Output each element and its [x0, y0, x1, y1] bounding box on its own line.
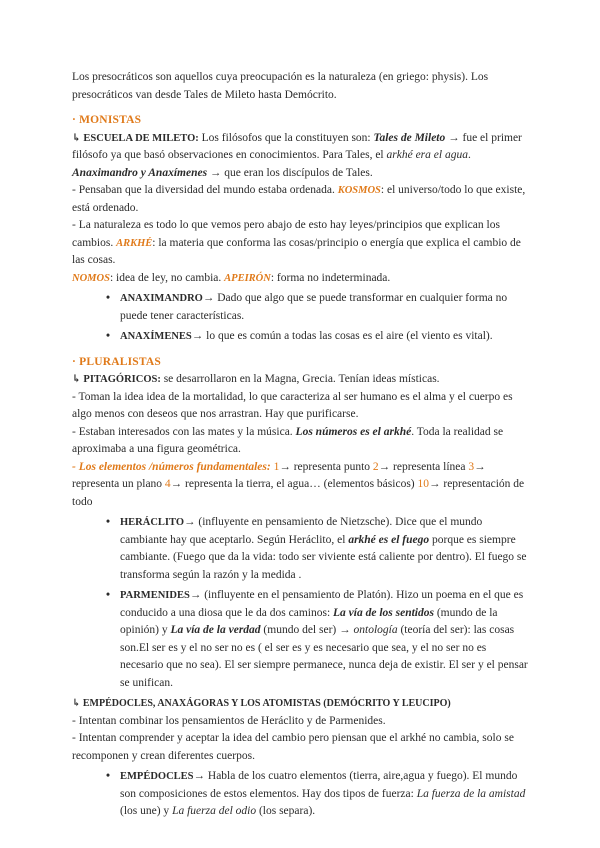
pitagoricos-label: ↳ PITAGÓRICOS:	[72, 374, 161, 385]
via-verdad-term: La vía de la verdad	[170, 624, 261, 636]
ontologia-term: ontología	[353, 624, 398, 636]
text: → Habla de los cuatro elementos (tierra, aire,agua y fuego). El mundo son composiciones de estos elementos. Hay dos tipos de fuerza:	[120, 770, 518, 800]
text: → fue el primer filósofo ya que basó observaciones en conocimientos. Para Tales, el	[72, 131, 522, 161]
text: → que eran los discípulos de Tales.	[207, 166, 373, 179]
text: → lo que es común a todas las cosas es el aire (el viento es vital).	[191, 330, 493, 342]
text: → (influyente en el pensamiento de Platón). Hizo un poema en el que es conducido a una diosa que le da dos caminos:	[120, 589, 524, 619]
text: - Pensaban que la diversidad del mundo estaba ordenada.	[72, 184, 338, 196]
empedocles-heading: ↳ EMPÉDOCLES, ANAXÁGORAS Y LOS ATOMISTAS (DEMÓCRITO Y LEUCIPO)	[72, 698, 451, 709]
text: - La naturaleza es todo lo que vemos pero abajo de esto hay leyes/principios que explican los cambios.	[72, 219, 500, 249]
text: : la materia que conforma las cosas/principio o energía que explica el cambio de las cosas.	[72, 236, 521, 266]
intro-paragraph: Los presocráticos son aquellos cuya preocupación es la naturaleza (en griego: physis). Los presocráticos van desde Tales de Mileto hasta Demócrito.	[72, 71, 489, 101]
escuela-mileto-paragraph	[72, 130, 532, 183]
number-2: 2	[372, 460, 379, 473]
list-item	[108, 587, 532, 692]
cosmos-line	[72, 182, 532, 217]
heraclito-name: HERÁCLITO	[120, 517, 184, 528]
text: → representa línea	[378, 460, 469, 473]
anaximandro-name: ANAXIMANDRO	[120, 293, 203, 304]
text: : forma no indeterminada.	[270, 271, 391, 284]
apeiron-term: APEIRÓN	[224, 272, 271, 284]
number-1: 1	[273, 460, 280, 473]
pitagoricos-paragraph	[72, 371, 532, 389]
text: - Estaban interesados con las mates y la música.	[72, 425, 296, 438]
empedocles-line-2: - Intentan comprender y aceptar la idea del cambio pero piensan que el arkhé no cambia, solo se recomponen y crean diferentes cuerpos.	[72, 732, 514, 762]
elementos-line	[72, 459, 532, 512]
list-item	[108, 328, 532, 346]
text: (los separa).	[256, 805, 316, 817]
text: (los une) y	[120, 805, 173, 817]
amistad-term: La fuerza de la amistad	[416, 787, 526, 800]
mates-line	[72, 424, 532, 459]
numeros-arkhe-term: Los números es el arkhé	[295, 425, 412, 438]
text: (mundo de la opinión) y	[120, 606, 498, 636]
fuego-term: arkhé es el fuego	[348, 533, 430, 546]
text: → representa un plano	[72, 460, 486, 490]
monistas-heading: · MONISTAS	[72, 114, 142, 126]
number-3: 3	[468, 460, 475, 473]
text: → representa punto	[279, 460, 373, 473]
mortalidad-line: - Toman la idea idea de la mortalidad, lo que caracteriza al ser humano es el alma y el cuerpo es algo menos con deseos que nos arrastran. Hay que purificarse.	[72, 390, 513, 420]
arkhe-term: ARKHÉ	[116, 237, 153, 249]
parmenides-name: PARMENIDES	[120, 590, 190, 601]
arkhe-line	[72, 217, 532, 270]
text: : idea de ley, no cambia.	[109, 271, 225, 284]
via-sentidos-term: La vía de los sentidos	[333, 606, 434, 619]
text: : el universo/todo lo que existe, está ordenado.	[72, 184, 526, 214]
empedocles-list	[72, 768, 532, 821]
text: → (influyente en pensamiento de Nietzsche). Dice que el mundo cambiante hay que aceptarlo. Según Heráclito, el	[120, 516, 483, 546]
text: (mundo del ser) →	[260, 624, 354, 636]
list-item	[108, 290, 532, 325]
number-4: 4	[164, 478, 171, 490]
nomos-line	[72, 270, 532, 288]
text: (teoría del ser): las cosas son.El ser es y el no ser no es ( el ser es y es necesario que sea, y el no ser no es necesario que no sea). El ser siempre permanece, nunca deja de existir. El ser y el pensar se unifican.	[120, 624, 528, 689]
anaximenes-name: ANAXÍMENES	[120, 331, 192, 342]
kosmos-term: KOSMOS	[337, 185, 381, 196]
text: → representa la tierra, el agua… (elementos básicos)	[170, 478, 418, 490]
pluralistas-list	[72, 514, 532, 692]
text: se desarrollaron en la Magna, Grecia. Tenían ideas místicas.	[160, 373, 440, 385]
list-item	[108, 768, 532, 821]
tales-term: Tales de Mileto	[373, 131, 446, 144]
pluralistas-heading: · PLURALISTAS	[72, 355, 161, 368]
monistas-list	[72, 290, 532, 346]
empedocles-line-1: - Intentan combinar los pensamientos de Heráclito y de Parmenides.	[72, 714, 386, 727]
number-10: 10	[417, 478, 429, 490]
document-body	[72, 69, 532, 824]
text: → representación de todo	[72, 478, 525, 508]
list-item	[108, 514, 532, 584]
text: Los filósofos que la constituyen son:	[198, 131, 374, 144]
odio-term: La fuerza del odio	[172, 805, 257, 817]
arkhe-agua-term: arkhé era el agua	[386, 149, 468, 161]
anax-names-term: Anaximandro y Anaxímenes	[72, 166, 208, 179]
elementos-label: - Los elementos /números fundamentales:	[72, 460, 271, 473]
text: porque es siempre cambiante. (Fuego que da la vida: todo ser viviente está caliente por dentro). El fuego se transforma según la razón y la medida .	[120, 533, 527, 581]
text: . Toda la realidad se aproximaba a una figura geométrica.	[72, 425, 504, 455]
escuela-mileto-label: ↳ ESCUELA DE MILETO:	[72, 132, 199, 144]
text: → Dado que algo que se puede transformar en cualquier forma no puede tener características.	[120, 292, 508, 322]
nomos-term: NOMOS	[72, 272, 110, 284]
empedocles-name: EMPÉDOCLES	[120, 771, 194, 782]
text: .	[467, 149, 471, 161]
